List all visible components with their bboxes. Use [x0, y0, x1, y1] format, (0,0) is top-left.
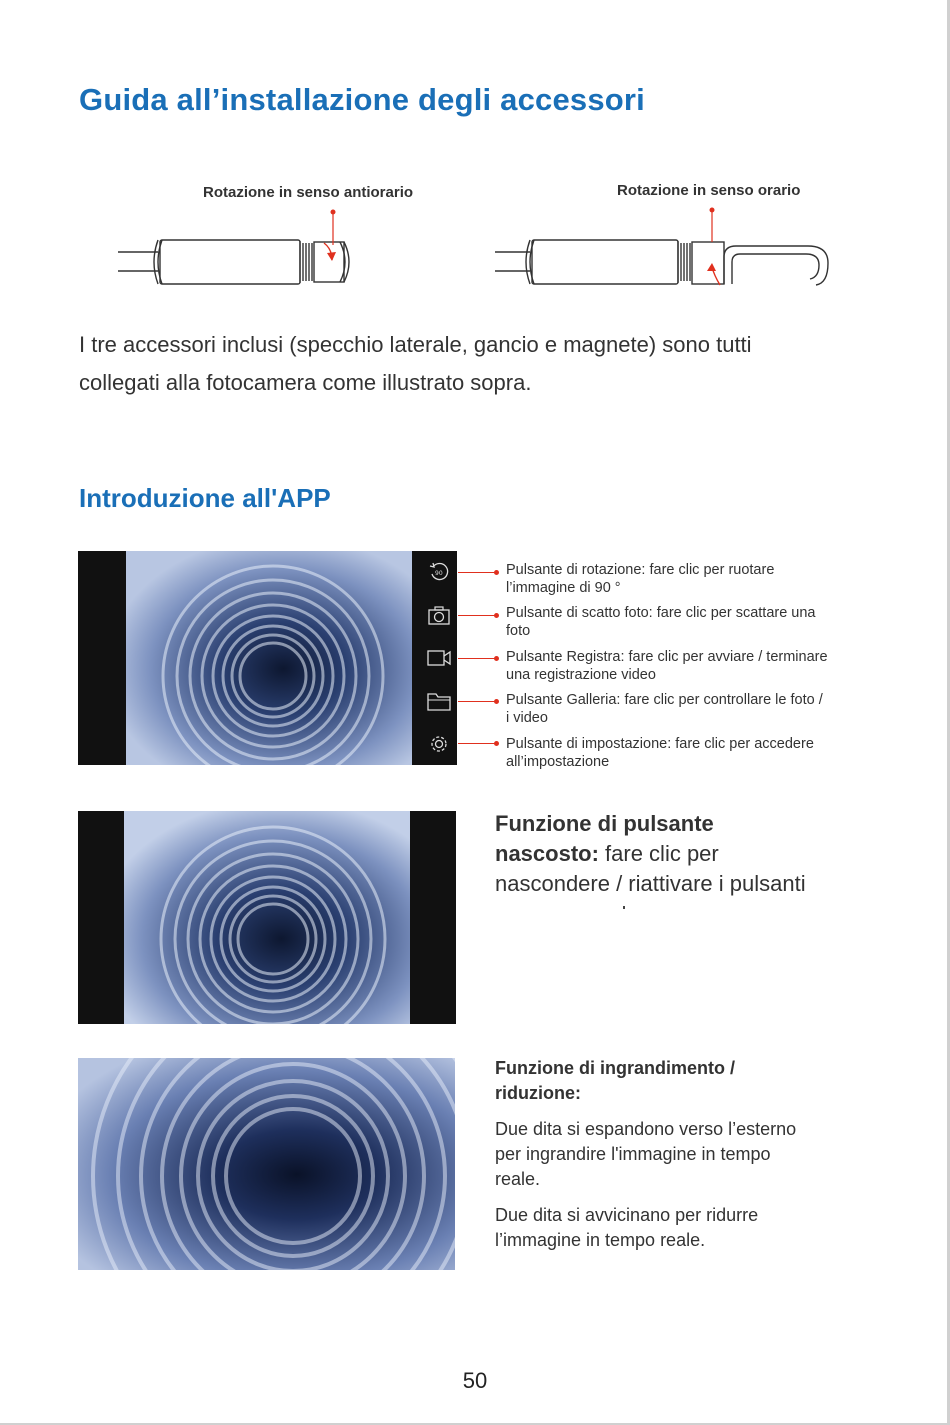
hidden-function-title: Funzione di pulsante — [495, 811, 714, 836]
app-screenshot-hidden-buttons — [78, 811, 456, 1024]
label-clockwise: Rotazione in senso orario — [617, 182, 801, 199]
accessory-diagram — [110, 205, 840, 300]
callout-dot-gear — [494, 741, 499, 746]
callout-line-video — [458, 658, 496, 659]
callout-line-folder — [458, 701, 496, 702]
zoom-function-text — [495, 1056, 875, 1264]
callout-line-gear — [458, 743, 496, 744]
rotate-icon[interactable] — [428, 561, 450, 583]
callout-dot-folder — [494, 699, 499, 704]
annotation-line: Pulsante Registra: fare clic per avviare / terminare — [506, 649, 828, 665]
intro-line: collegati alla fotocamera come illustrato sopra. — [79, 370, 532, 395]
annotation-rotate — [506, 561, 866, 597]
callout-line-rotate — [458, 572, 496, 573]
svg-text:90: 90 — [435, 570, 443, 577]
callout-dot-camera — [494, 613, 499, 618]
intro-paragraph — [79, 326, 879, 402]
annotation-line: all’impostazione — [506, 754, 610, 770]
page-number: 50 — [462, 1368, 488, 1393]
label-counterclockwise: Rotazione in senso antiorario — [203, 184, 414, 201]
zoom-function-title: riduzione: — [495, 1083, 581, 1103]
hidden-function-description: nascondere / riattivare i pulsanti — [495, 871, 806, 896]
annotation-line: Pulsante di rotazione: fare clic per ruotare — [506, 562, 775, 578]
zoom-paragraph-line: reale. — [495, 1169, 541, 1189]
annotation-line: Pulsante di scatto foto: fare clic per scattare una — [506, 605, 816, 621]
stray-mark — [623, 906, 625, 909]
app-screenshot-buttons — [78, 551, 457, 765]
hidden-function-text — [495, 809, 875, 899]
annotation-video — [506, 648, 866, 684]
video-icon[interactable] — [427, 649, 451, 667]
zoom-paragraph-line: l’immagine in tempo reale. — [495, 1230, 706, 1250]
folder-icon[interactable] — [427, 692, 451, 712]
app-screenshot-zoom — [78, 1058, 455, 1270]
callout-dot-rotate — [494, 570, 499, 575]
annotation-folder — [506, 691, 866, 727]
page-title: Guida all’installazione degli accessori — [79, 82, 645, 117]
annotation-line: l’immagine di 90 ° — [506, 580, 621, 596]
hidden-function-description: fare clic per — [598, 841, 719, 866]
annotation-camera — [506, 604, 866, 640]
zoom-paragraph-line: Due dita si avvicinano per ridurre — [495, 1205, 759, 1225]
section-title: Introduzione all'APP — [79, 483, 331, 513]
callout-dot-video — [494, 656, 499, 661]
zoom-paragraph-line: Due dita si espandono verso l’esterno — [495, 1119, 797, 1139]
annotation-line: Pulsante Galleria: fare clic per controllare le foto / — [506, 692, 823, 708]
annotation-line: i video — [506, 710, 548, 726]
annotation-line: una registrazione video — [506, 667, 656, 683]
callout-line-camera — [458, 615, 496, 616]
camera-icon[interactable] — [428, 606, 450, 626]
hidden-function-title: nascosto: — [495, 841, 599, 866]
annotation-line: foto — [506, 623, 531, 639]
intro-line: I tre accessori inclusi (specchio laterale, gancio e magnete) sono tutti — [79, 332, 752, 357]
zoom-function-title: Funzione di ingrandimento / — [495, 1058, 735, 1078]
annotation-gear — [506, 735, 866, 771]
gear-icon[interactable] — [428, 733, 450, 755]
zoom-paragraph-line: per ingrandire l'immagine in tempo — [495, 1144, 771, 1164]
annotation-line: Pulsante di impostazione: fare clic per accedere — [506, 736, 814, 752]
